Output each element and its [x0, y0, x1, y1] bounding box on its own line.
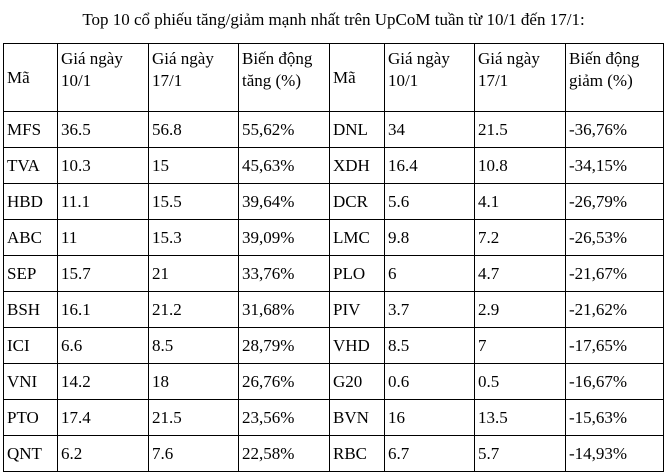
header-text: Giá ngày [388, 49, 450, 68]
table-row [4, 256, 664, 292]
table-cell: 36.5 [58, 112, 149, 148]
header-text: 17/1 [152, 71, 183, 90]
column-header [239, 44, 330, 112]
table-cell: 6 [385, 256, 475, 292]
table-cell: 34 [385, 112, 475, 148]
table-cell: 6.7 [385, 436, 475, 472]
table-cell: 56.8 [149, 112, 239, 148]
table-cell: 16 [385, 400, 475, 436]
header-text: tăng (%) [242, 71, 302, 90]
table-row [4, 184, 664, 220]
table-cell: -14,93% [566, 436, 664, 472]
table-cell: 31,68% [239, 292, 330, 328]
table-cell: 21.5 [475, 112, 566, 148]
header-text: 10/1 [61, 71, 92, 90]
table-cell: VNI [4, 364, 58, 400]
table-cell: 7 [475, 328, 566, 364]
table-cell: BSH [4, 292, 58, 328]
table-cell: 16.1 [58, 292, 149, 328]
table-cell: 15 [149, 148, 239, 184]
table-cell: -15,63% [566, 400, 664, 436]
header-text: Mã [333, 67, 356, 87]
stock-table [3, 43, 664, 472]
table-cell: QNT [4, 436, 58, 472]
column-header [58, 44, 149, 112]
table-cell: 16.4 [385, 148, 475, 184]
table-row [4, 220, 664, 256]
table-cell: 2.9 [475, 292, 566, 328]
table-cell: 21 [149, 256, 239, 292]
table-cell: 4.1 [475, 184, 566, 220]
table-cell: 6.2 [58, 436, 149, 472]
table-cell: -21,62% [566, 292, 664, 328]
header-row [4, 44, 664, 112]
header-text: Mã [7, 67, 30, 87]
table-cell: 33,76% [239, 256, 330, 292]
table-cell: 21.5 [149, 400, 239, 436]
table-cell: 18 [149, 364, 239, 400]
table-cell: 15.3 [149, 220, 239, 256]
column-header [566, 44, 664, 112]
column-header [149, 44, 239, 112]
table-cell: 0.6 [385, 364, 475, 400]
table-cell: RBC [330, 436, 385, 472]
table-row [4, 292, 664, 328]
table-cell: MFS [4, 112, 58, 148]
header-text: 10/1 [388, 71, 419, 90]
table-cell: VHD [330, 328, 385, 364]
table-cell: 26,76% [239, 364, 330, 400]
column-header [385, 44, 475, 112]
header-text: Biến động [569, 49, 640, 68]
table-cell: 15.5 [149, 184, 239, 220]
table-cell: ABC [4, 220, 58, 256]
table-cell: 5.7 [475, 436, 566, 472]
table-cell: -21,67% [566, 256, 664, 292]
table-cell: 17.4 [58, 400, 149, 436]
table-cell: LMC [330, 220, 385, 256]
table-cell: 3.7 [385, 292, 475, 328]
table-cell: 8.5 [385, 328, 475, 364]
table-cell: 4.7 [475, 256, 566, 292]
table-cell: PIV [330, 292, 385, 328]
table-cell: TVA [4, 148, 58, 184]
table-cell: 5.6 [385, 184, 475, 220]
table-cell: 39,64% [239, 184, 330, 220]
table-cell: 9.8 [385, 220, 475, 256]
table-cell: SEP [4, 256, 58, 292]
header-text: Giá ngày [152, 49, 214, 68]
table-row [4, 148, 664, 184]
table-cell: -26,79% [566, 184, 664, 220]
table-cell: XDH [330, 148, 385, 184]
table-cell: 14.2 [58, 364, 149, 400]
table-cell: 45,63% [239, 148, 330, 184]
table-cell: 6.6 [58, 328, 149, 364]
table-cell: 10.8 [475, 148, 566, 184]
table-cell: G20 [330, 364, 385, 400]
table-cell: 11.1 [58, 184, 149, 220]
table-cell: 0.5 [475, 364, 566, 400]
table-cell: 7.6 [149, 436, 239, 472]
table-cell: 28,79% [239, 328, 330, 364]
table-cell: 10.3 [58, 148, 149, 184]
table-row [4, 112, 664, 148]
header-text: giảm (%) [569, 71, 633, 90]
table-cell: PTO [4, 400, 58, 436]
table-row [4, 328, 664, 364]
table-cell: PLO [330, 256, 385, 292]
table-cell: 22,58% [239, 436, 330, 472]
header-text: Biến động [242, 49, 313, 68]
table-cell: DNL [330, 112, 385, 148]
table-cell: HBD [4, 184, 58, 220]
table-cell: 55,62% [239, 112, 330, 148]
column-header [330, 44, 385, 112]
column-header [475, 44, 566, 112]
header-text: Giá ngày [61, 49, 123, 68]
table-cell: -16,67% [566, 364, 664, 400]
table-cell: 21.2 [149, 292, 239, 328]
table-cell: 15.7 [58, 256, 149, 292]
table-row [4, 436, 664, 472]
table-cell: -34,15% [566, 148, 664, 184]
table-cell: ICI [4, 328, 58, 364]
table-cell: 23,56% [239, 400, 330, 436]
table-cell: -36,76% [566, 112, 664, 148]
table-cell: 8.5 [149, 328, 239, 364]
page-title: Top 10 cổ phiếu tăng/giảm mạnh nhất trên UpCoM tuần từ 10/1 đến 17/1: [82, 10, 585, 29]
table-cell: 39,09% [239, 220, 330, 256]
table-row [4, 400, 664, 436]
table-row [4, 364, 664, 400]
header-text: 17/1 [478, 71, 509, 90]
table-cell: 13.5 [475, 400, 566, 436]
header-text: Giá ngày [478, 49, 540, 68]
table-cell: -26,53% [566, 220, 664, 256]
table-cell: 11 [58, 220, 149, 256]
table-cell: DCR [330, 184, 385, 220]
table-cell: -17,65% [566, 328, 664, 364]
column-header [4, 44, 58, 112]
table-cell: 7.2 [475, 220, 566, 256]
table-cell: BVN [330, 400, 385, 436]
